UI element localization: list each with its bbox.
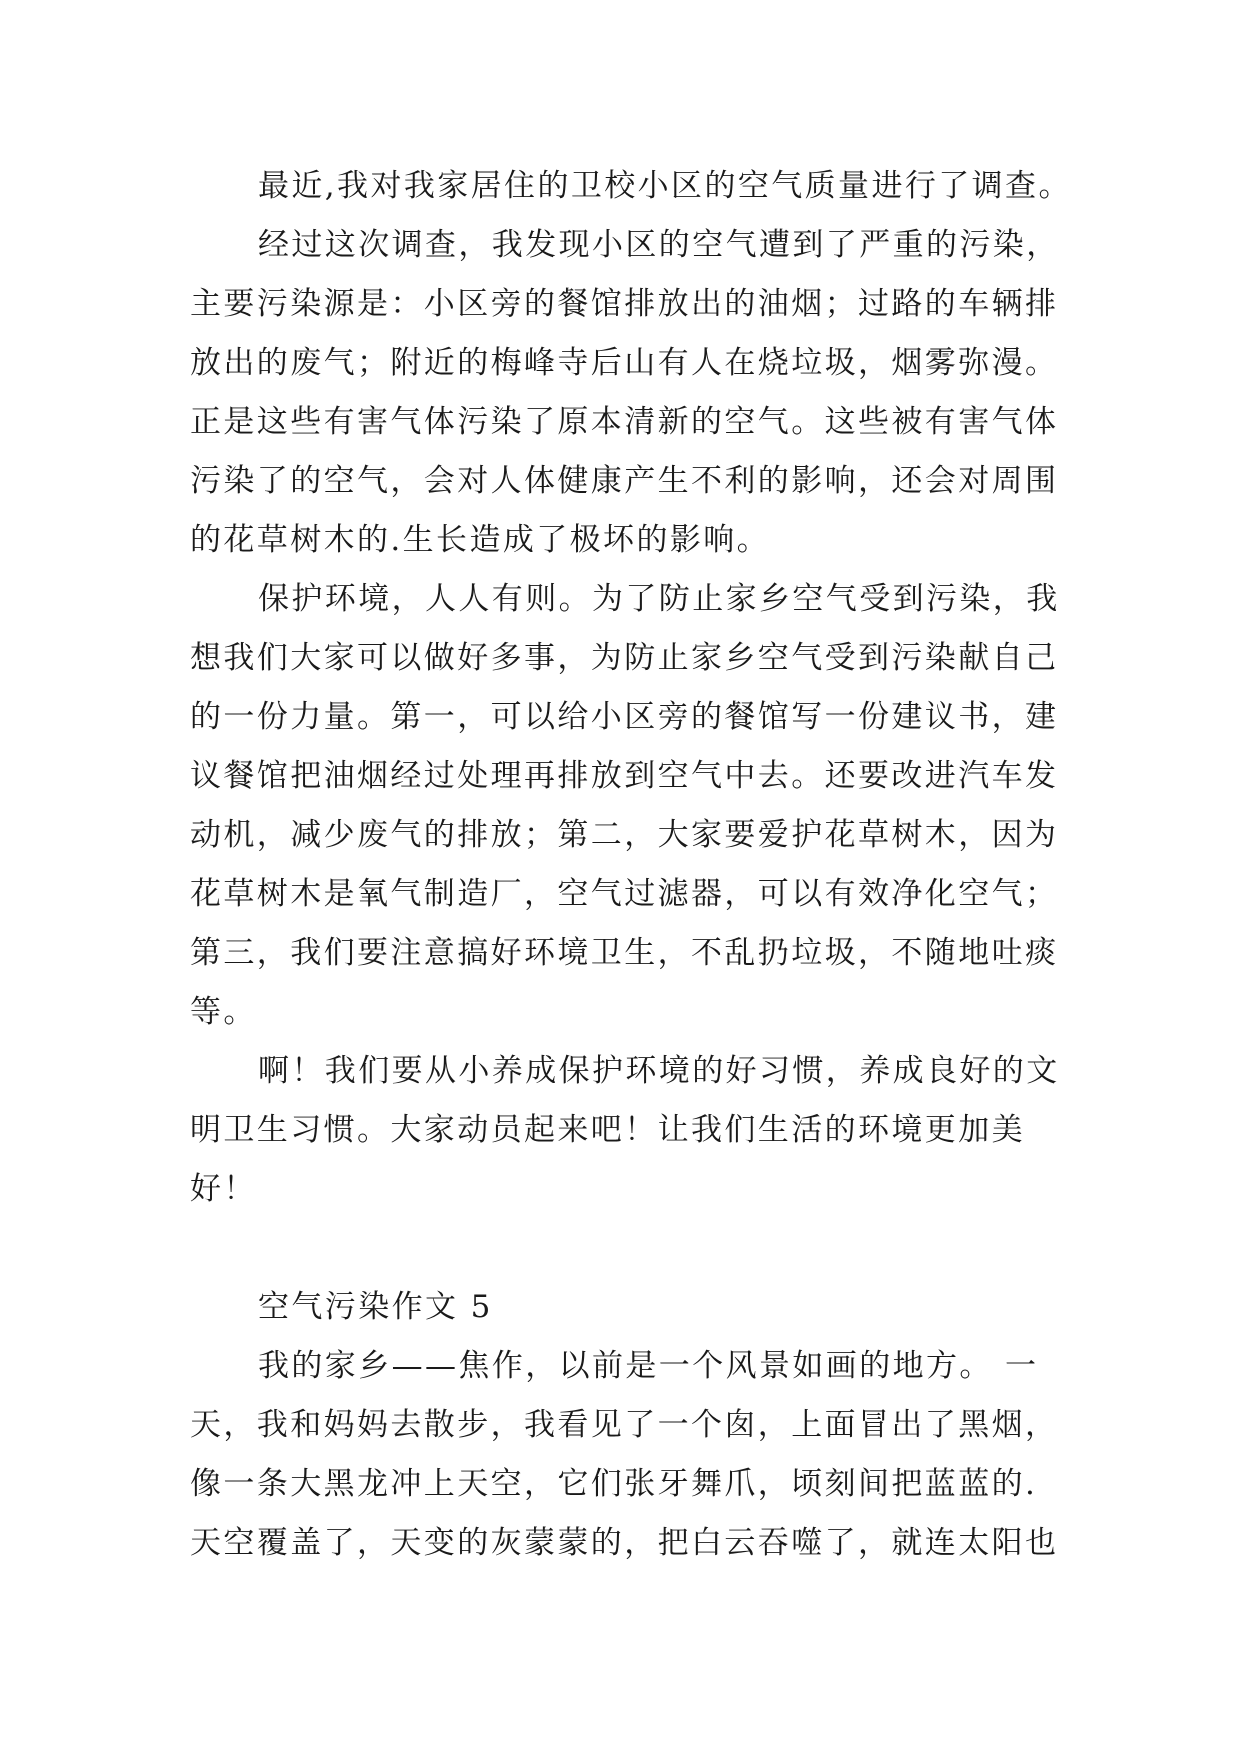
text-line: 主要污染源是：小区旁的餐馆排放出的油烟；过路的车辆排 bbox=[190, 286, 1059, 322]
text-line: 等。 bbox=[190, 994, 257, 1030]
text-line: 像一条大黑龙冲上天空，它们张牙舞爪，顷刻间把蓝蓝的. bbox=[190, 1466, 1038, 1502]
text-line: 想我们大家可以做好多事，为防止家乡空气受到污染献自己 bbox=[190, 640, 1059, 676]
text-line: 天，我和妈妈去散步，我看见了一个囱，上面冒出了黑烟， bbox=[190, 1407, 1059, 1443]
text-line: 保护环境，人人有则。为了防止家乡空气受到污染，我 bbox=[258, 581, 1060, 617]
text-line: 正是这些有害气体污染了原本清新的空气。这些被有害气体 bbox=[190, 404, 1059, 440]
text-line: 污染了的空气，会对人体健康产生不利的影响，还会对周围 bbox=[190, 463, 1059, 499]
text-line: 明卫生习惯。大家动员起来吧！让我们生活的环境更加美 bbox=[190, 1112, 1025, 1148]
text-line: 动机，减少废气的排放；第二，大家要爱护花草树木，因为 bbox=[190, 817, 1059, 853]
text-line: 我的家乡——焦作，以前是一个风景如画的地方。 一 bbox=[258, 1348, 1039, 1384]
text-line: 的一份力量。第一，可以给小区旁的餐馆写一份建议书，建 bbox=[190, 699, 1059, 735]
text-line: 经过这次调查，我发现小区的空气遭到了严重的污染， bbox=[258, 227, 1060, 263]
text-line: 放出的废气；附近的梅峰寺后山有人在烧垃圾，烟雾弥漫。 bbox=[190, 345, 1059, 381]
text-line: 最近,我对我家居住的卫校小区的空气质量进行了调查。 bbox=[258, 168, 1072, 204]
text-line: 啊！我们要从小养成保护环境的好习惯，养成良好的文 bbox=[258, 1053, 1060, 1089]
text-line: 第三，我们要注意搞好环境卫生，不乱扔垃圾，不随地吐痰 bbox=[190, 935, 1059, 971]
text-line: 好！ bbox=[190, 1171, 257, 1207]
text-line: 议餐馆把油烟经过处理再排放到空气中去。还要改进汽车发 bbox=[190, 758, 1059, 794]
text-line: 天空覆盖了，天变的灰蒙蒙的，把白云吞噬了，就连太阳也 bbox=[190, 1525, 1059, 1561]
section-heading: 空气污染作文 5 bbox=[258, 1289, 493, 1325]
text-line: 的花草树木的.生长造成了极坏的影响。 bbox=[190, 522, 771, 558]
text-line: 花草树木是氧气制造厂，空气过滤器，可以有效净化空气； bbox=[190, 876, 1059, 912]
